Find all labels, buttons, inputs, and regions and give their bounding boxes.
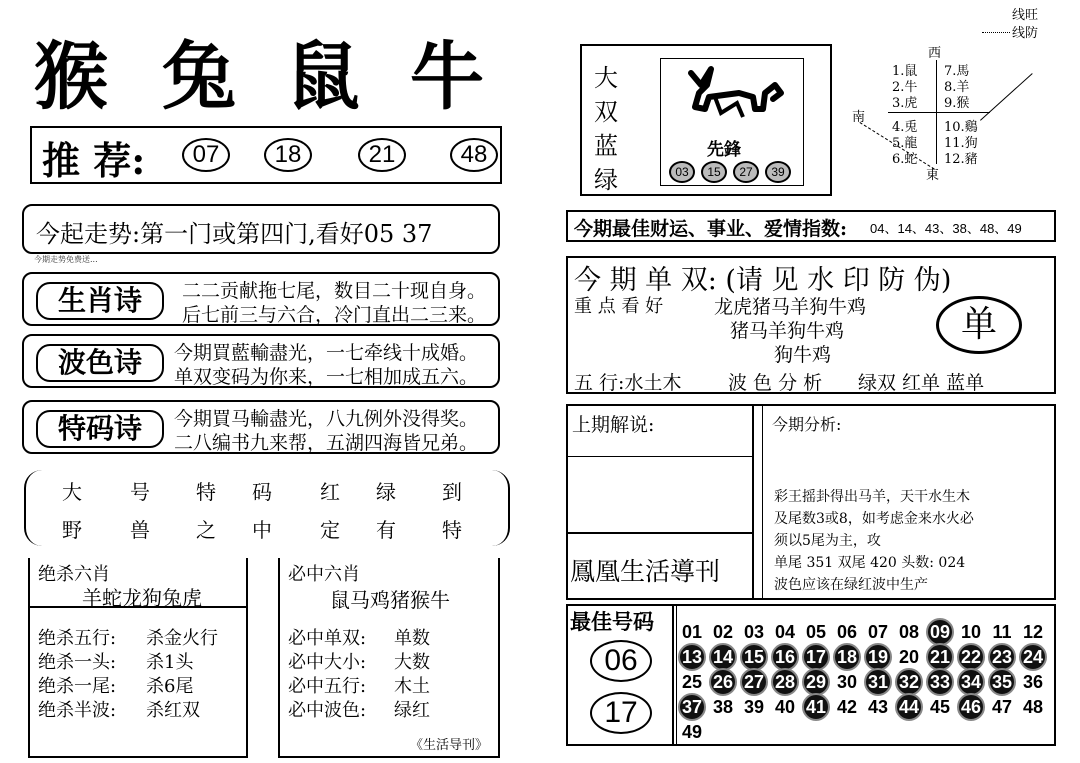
kill-item-label: 绝杀五行: [38, 628, 117, 649]
pioneer-number: 15 [701, 161, 727, 183]
oddeven-line: 猪马羊狗牛鸡 [730, 320, 845, 342]
oddeven-focus-label: 重 点 看 好 [574, 296, 664, 317]
analysis-line: 须以5尾为主，攻 [774, 533, 881, 549]
recommend-number: 07 [182, 138, 230, 172]
poem-line: 今期買马輸盡光，八九例外没得奖。 [174, 408, 479, 430]
number-ball: 09 [926, 618, 954, 646]
riddle-char: 码 [252, 480, 272, 504]
line-guard-label: 线防 [1012, 26, 1039, 41]
riddle-char: 号 [130, 480, 150, 504]
analysis-line: 及尾数3或8，如考虑金来水火必 [774, 511, 974, 527]
number-ball: 26 [709, 668, 737, 696]
number-ball: 23 [988, 643, 1016, 671]
must-footer: 《生活导刊》 [410, 738, 489, 753]
kill-panel [28, 558, 248, 758]
poem-line: 二二贡献拖七尾，数目二十现自身。 [182, 280, 487, 302]
number-ball: 30 [836, 672, 858, 692]
number-ball: 25 [681, 672, 703, 692]
number-ball: 20 [898, 647, 920, 667]
must-item-value: 绿红 [394, 700, 430, 721]
kill-six-value: 羊蛇龙狗兔虎 [82, 586, 202, 610]
compass-item: 10.鷄 [944, 120, 978, 135]
pioneer-side-char: 双 [594, 98, 618, 126]
number-ball: 29 [802, 668, 830, 696]
recommend-box [30, 126, 502, 184]
trend-text: 今起走势:第一门或第四门,看好05 37 [36, 220, 433, 248]
compass-item: 11.狗 [944, 136, 978, 151]
riddle-char: 定 [320, 518, 340, 542]
fortune-label: 今期最佳财运、事业、爱情指数: [574, 218, 848, 240]
kill-item-value: 杀6尾 [146, 676, 194, 697]
compass-south: 南 [852, 110, 866, 125]
number-ball: 40 [774, 697, 796, 717]
number-ball: 34 [957, 668, 985, 696]
poem-box-zodiac [22, 272, 500, 326]
title-block [34, 18, 504, 118]
recommend-number: 18 [264, 138, 312, 172]
compass-hline [888, 112, 990, 113]
must-six-value: 鼠马鸡猪猴牛 [330, 588, 450, 612]
recommend-number: 48 [450, 138, 498, 172]
best-vdivider [672, 606, 674, 746]
poem-line: 后七前三与六合，冷门直出二三来。 [182, 304, 487, 326]
must-item-label: 必中五行: [288, 676, 367, 697]
number-ball: 38 [712, 697, 734, 717]
compass-item: 8.羊 [944, 80, 970, 95]
recommend-number: 21 [358, 138, 406, 172]
number-ball: 02 [712, 622, 734, 642]
compass-item: 7.馬 [944, 64, 970, 79]
best-vdivider [676, 606, 677, 746]
analysis-line: 波色应该在绿红波中生产 [774, 577, 928, 593]
number-ball: 01 [681, 622, 703, 642]
compass-item: 9.猴 [944, 96, 970, 111]
number-ball: 42 [836, 697, 858, 717]
oddeven-line: 狗牛鸡 [774, 344, 832, 366]
kill-item-label: 绝杀一头: [38, 652, 117, 673]
riddle-char: 特 [196, 480, 216, 504]
poem-line: 二八编书九来帮，五湖四海皆兄弟。 [174, 432, 479, 454]
riddle-char: 到 [442, 480, 462, 504]
compass-item: 2.牛 [892, 80, 918, 95]
compass-item: 12.豬 [944, 152, 978, 167]
number-ball: 14 [709, 643, 737, 671]
riddle-char: 特 [442, 518, 462, 542]
poem-tag: 生肖诗 [36, 282, 164, 320]
pioneer-number: 27 [733, 161, 759, 183]
number-ball: 48 [1022, 697, 1044, 717]
riddle-box [24, 470, 510, 546]
trend-box [22, 204, 500, 254]
title-char: 鼠 [286, 34, 378, 120]
riddle-char: 之 [196, 518, 216, 542]
number-ball: 41 [802, 693, 830, 721]
title-char: 猴 [34, 34, 126, 120]
analysis-vdivider [762, 406, 763, 600]
compass-item: 1.鼠 [892, 64, 918, 79]
riddle-char: 兽 [130, 518, 150, 542]
number-ball: 07 [867, 622, 889, 642]
wave-label: 波 色 分 析 [728, 372, 823, 394]
number-ball: 10 [960, 622, 982, 642]
best-pick: 17 [590, 692, 652, 734]
kill-six-label: 绝杀六肖 [38, 564, 110, 585]
pioneer-side-char: 绿 [594, 166, 618, 194]
must-item-label: 必中大小: [288, 652, 367, 673]
must-panel [278, 558, 500, 758]
line-hot-label: 线旺 [1012, 8, 1039, 23]
number-ball: 12 [1022, 622, 1044, 642]
compass-item: 5.龍 [892, 136, 918, 151]
trend-subtext: 今期走势免费送... [34, 255, 98, 264]
best-grid [678, 618, 1056, 746]
number-ball: 36 [1022, 672, 1044, 692]
number-ball: 46 [957, 693, 985, 721]
number-ball: 22 [957, 643, 985, 671]
riddle-char: 野 [62, 518, 82, 542]
number-ball: 06 [836, 622, 858, 642]
kill-item-value: 杀红双 [146, 700, 200, 721]
pioneer-number: 39 [765, 161, 791, 183]
oddeven-box [566, 256, 1056, 394]
must-item-label: 必中波色: [288, 700, 367, 721]
number-ball: 47 [991, 697, 1013, 717]
number-ball: 39 [743, 697, 765, 717]
oddeven-badge: 单 [936, 296, 1022, 354]
riddle-char: 红 [320, 480, 340, 504]
best-pick: 06 [590, 640, 652, 682]
riddle-char: 中 [252, 518, 272, 542]
number-ball: 32 [895, 668, 923, 696]
divider [28, 756, 248, 758]
poem-line: 单双变码为你来，一七相加成五六。 [174, 366, 479, 388]
number-ball: 27 [740, 668, 768, 696]
poem-line: 今期買藍輸盡光，一七牵线十成婚。 [174, 342, 479, 364]
number-ball: 35 [988, 668, 1016, 696]
compass-west: 西 [928, 46, 942, 61]
number-ball: 15 [740, 643, 768, 671]
wave-values: 绿双 红单 蓝单 [858, 372, 985, 394]
must-item-value: 木土 [394, 676, 430, 697]
analysis-box [566, 404, 1056, 600]
riddle-char: 大 [62, 480, 82, 504]
number-ball: 44 [895, 693, 923, 721]
kill-item-label: 绝杀一尾: [38, 676, 117, 697]
kill-item-value: 杀金火行 [146, 628, 218, 649]
compass-item: 4.兎 [892, 120, 918, 135]
number-ball: 03 [743, 622, 765, 642]
recommend-label: 推 荐: [42, 138, 146, 183]
number-ball: 45 [929, 697, 951, 717]
dotted-leader [982, 32, 1010, 33]
poem-tag: 特码诗 [36, 410, 164, 448]
number-ball: 11 [992, 622, 1012, 642]
divider [278, 756, 500, 758]
analysis-hdivider [568, 532, 752, 534]
pioneer-box [580, 44, 832, 196]
analysis-line: 彩王摇卦得出马羊，天干水生木 [774, 489, 970, 505]
number-ball: 21 [926, 643, 954, 671]
number-ball: 24 [1019, 643, 1047, 671]
compass [850, 40, 1060, 190]
number-ball: 19 [864, 643, 892, 671]
best-label: 最佳号码 [570, 609, 654, 634]
number-ball: 18 [833, 643, 861, 671]
number-ball: 17 [802, 643, 830, 671]
elements-label: 五 行:水土木 [574, 372, 682, 394]
number-ball: 31 [864, 668, 892, 696]
compass-diag [980, 73, 1033, 121]
number-ball: 49 [681, 722, 703, 742]
brand-label: 鳳凰生活導刊 [570, 557, 721, 586]
number-ball: 43 [867, 697, 889, 717]
number-ball: 05 [805, 622, 827, 642]
compass-east: 東 [926, 168, 940, 183]
number-ball: 28 [771, 668, 799, 696]
number-ball: 33 [926, 668, 954, 696]
must-item-value: 单数 [394, 628, 430, 649]
pioneer-label: 先鋒 [707, 140, 741, 160]
number-ball: 13 [678, 643, 706, 671]
fortune-values: 04、14、43、38、48、49 [870, 221, 1022, 236]
oddeven-line: 龙虎猪马羊狗牛鸡 [714, 296, 867, 318]
riddle-char: 有 [376, 518, 396, 542]
analysis-line: 单尾 351 双尾 420 头数: 024 [774, 555, 966, 571]
poem-box-color [22, 334, 500, 388]
poem-box-special [22, 400, 500, 454]
this-period-label: 今期分析: [772, 415, 842, 434]
number-ball: 16 [771, 643, 799, 671]
number-ball: 08 [898, 622, 920, 642]
title-char: 兔 [162, 34, 254, 120]
must-six-label: 必中六肖 [288, 564, 360, 585]
last-period-label: 上期解说: [572, 414, 655, 436]
analysis-hdivider [568, 456, 752, 457]
compass-item: 6.蛇 [892, 152, 918, 167]
pioneer-side-char: 大 [594, 64, 618, 92]
number-ball: 37 [678, 693, 706, 721]
pioneer-number: 03 [669, 161, 695, 183]
fortune-box [566, 210, 1056, 242]
must-item-label: 必中单双: [288, 628, 367, 649]
ox-icon [677, 63, 787, 129]
best-box [566, 604, 1056, 746]
poem-tag: 波色诗 [36, 344, 164, 382]
kill-item-label: 绝杀半波: [38, 700, 117, 721]
pioneer-inner-box [660, 58, 804, 186]
title-char: 牛 [410, 34, 502, 120]
kill-item-value: 杀1头 [146, 652, 194, 673]
riddle-char: 绿 [376, 480, 396, 504]
number-ball: 04 [774, 622, 796, 642]
analysis-vdivider [752, 406, 754, 600]
compass-item: 3.虎 [892, 96, 918, 111]
must-item-value: 大数 [394, 652, 430, 673]
oddeven-title: 今 期 单 双: (请 见 水 印 防 伪) [574, 265, 952, 296]
pioneer-side-char: 蓝 [594, 132, 618, 160]
